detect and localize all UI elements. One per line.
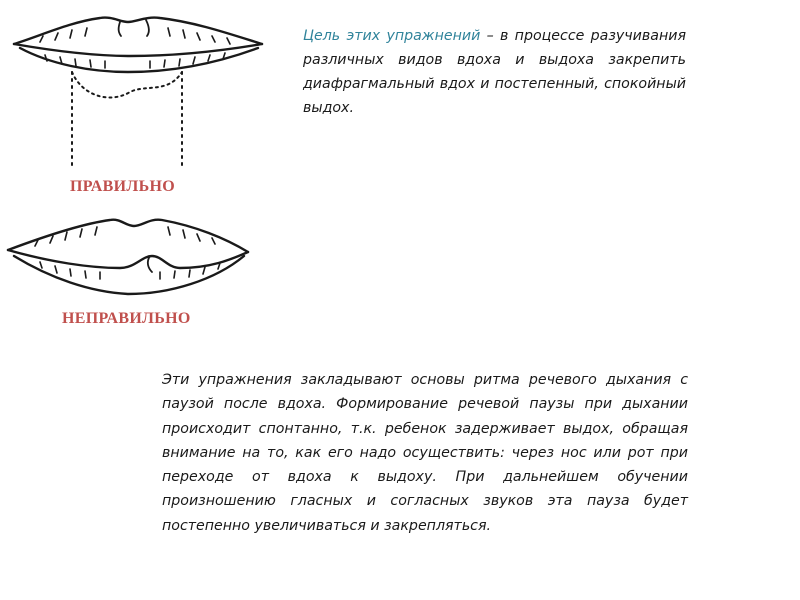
goal-highlight: Цель этих упражнений [303, 28, 481, 44]
wrong-corner-mark [148, 256, 152, 272]
correct-dotted-curve [72, 72, 182, 98]
correct-upper-hatch [40, 28, 230, 44]
lips-illustration [0, 0, 280, 340]
correct-caption: ПРАВИЛЬНО [70, 178, 175, 195]
wrong-mouth-line [8, 250, 248, 268]
correct-philtrum-mark-right [146, 20, 149, 36]
goal-paragraph [303, 24, 686, 120]
goal-rest: – в процессе разучивания различных видов вдоха и выдоха закрепить диафрагмальный вдох и постепенный, спокойный выдох. [303, 28, 686, 116]
rhythm-paragraph: Эти упражнения закладывают основы ритма речевого дыхания с паузой после вдоха. Формирование речевой паузы при дыхании происходит спонтанно, т.к. ребенок задерживает выдох, обращая внимание на то, как его надо осуществить: через нос или рот при переходе от вдоха к выдоху. При дальнейшем обучении произношению гласных и согласных звуков эта пауза будет постепенно увеличиваться и закрепляться. [162, 372, 688, 534]
lips-diagram [0, 0, 280, 340]
wrong-upper-lip-outline [8, 220, 248, 252]
wrong-lips [8, 220, 248, 294]
wrong-caption: НЕПРАВИЛЬНО [62, 310, 191, 327]
correct-lips [14, 18, 262, 170]
correct-philtrum-mark-left [119, 22, 121, 36]
wrong-upper-hatch [35, 227, 215, 246]
wrong-lower-lip-outline [14, 256, 244, 294]
correct-upper-lip-outline [14, 18, 262, 44]
